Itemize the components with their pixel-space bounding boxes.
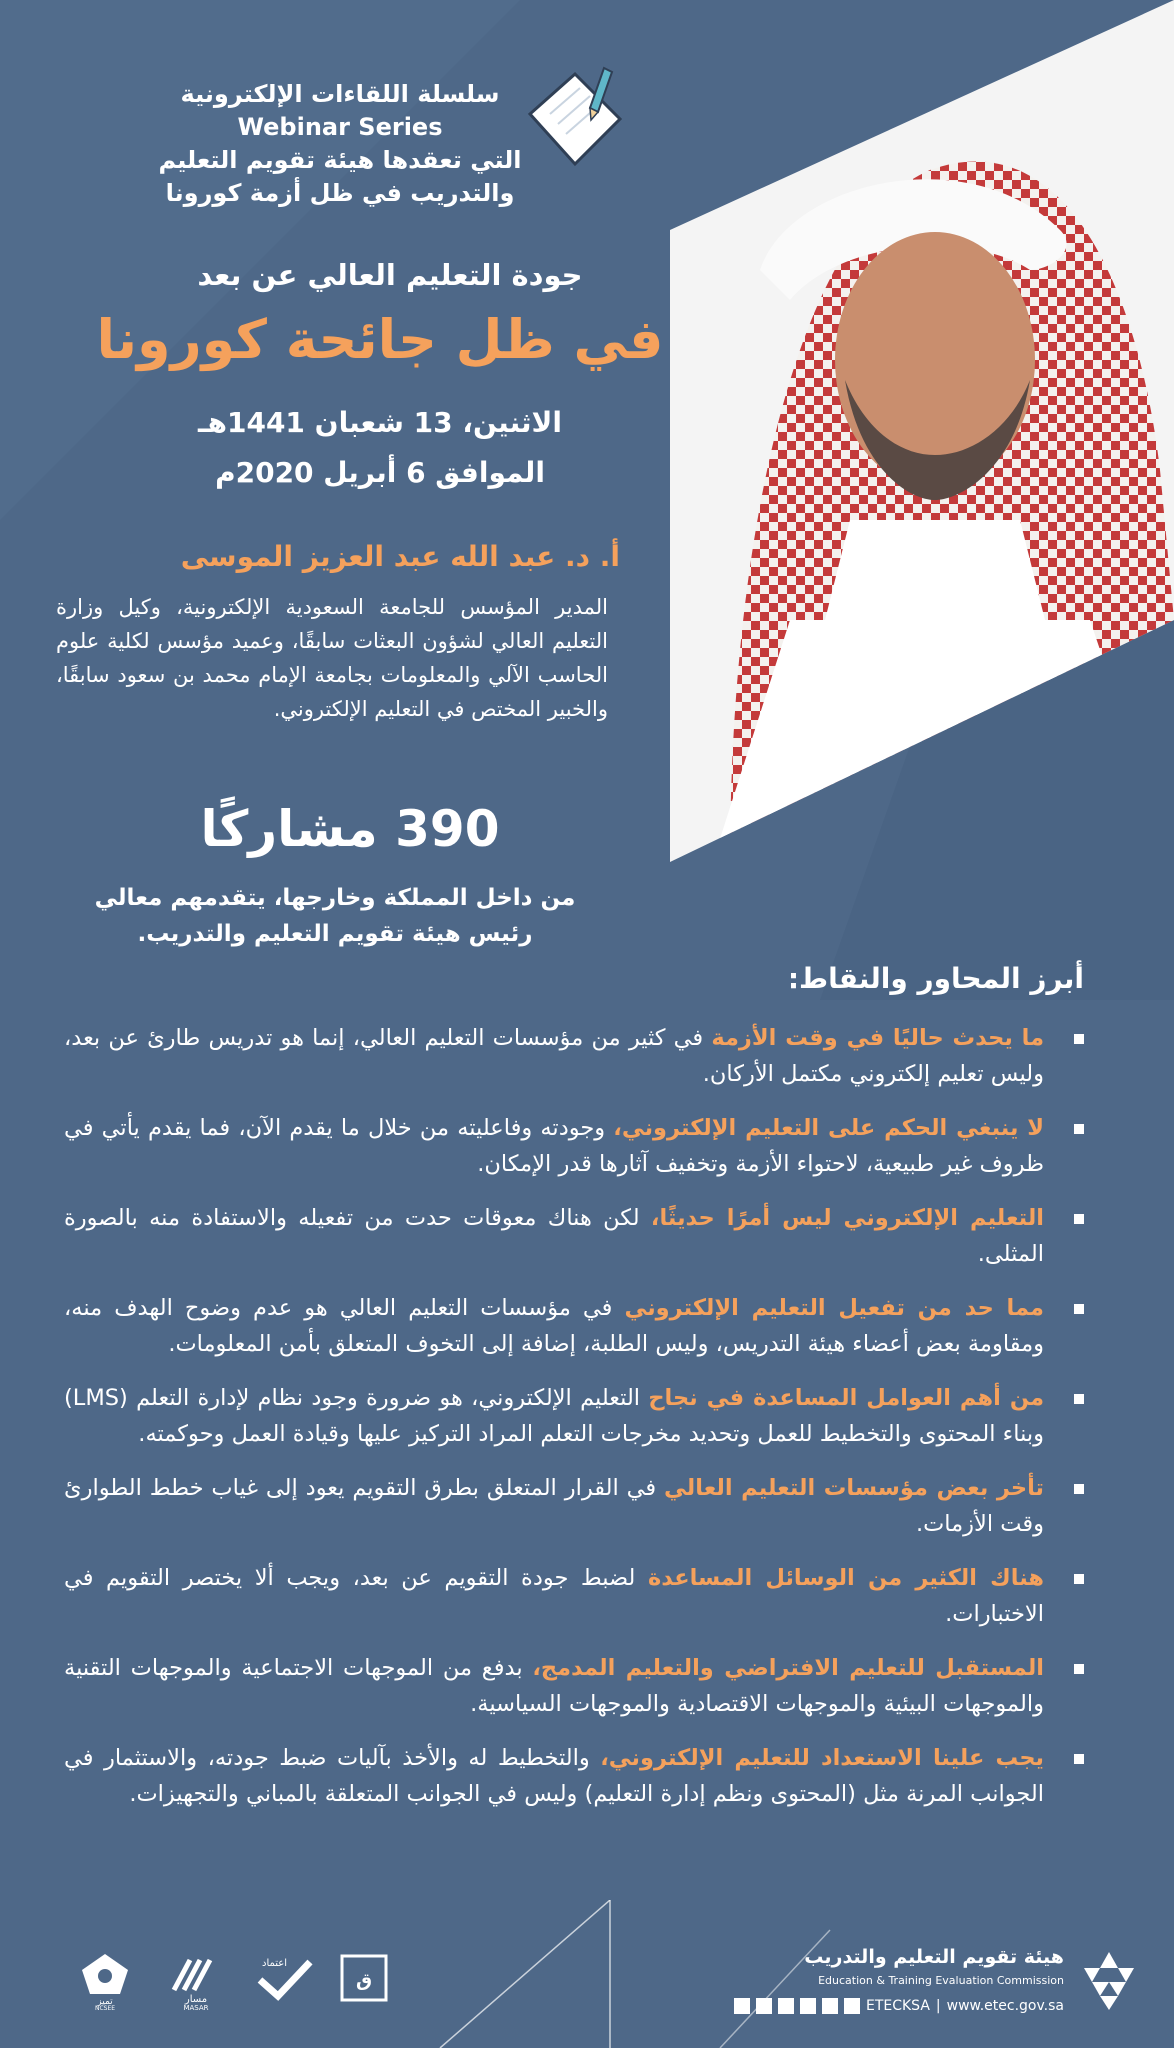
- bullet-icon: [1074, 1124, 1084, 1134]
- speaker-bio: المدير المؤسس للجامعة السعودية الإلكترونية، وكيل وزارة التعليم العالي لشؤون البعثات سابقًا، وعميد مؤسس لكلية علوم الحاسب الآلي والمعلومات بجامعة الإمام محمد بن سعود سابقًا، والخبير المختص في التعليم الإلكتروني.: [56, 595, 608, 721]
- snapchat-icon[interactable]: [800, 1998, 816, 2014]
- points-heading: أبرز المحاور والنقاط:: [787, 962, 1084, 995]
- point-highlight: التعليم الإلكتروني ليس أمرًا حديثًا،: [650, 1205, 1045, 1231]
- point-text: وجودته وفاعليته من خلال ما يقدم الآن، فما يقدم يأتي في ظروف غير طبيعية، لاحتواء الأزمة وتخفيف آثارها قدر الإمكان.: [64, 1115, 1044, 1177]
- list-item: [64, 1380, 1084, 1452]
- list-item: [64, 1110, 1084, 1182]
- etec-branding: [764, 1946, 1144, 2026]
- svg-text:ق: ق: [355, 1970, 373, 1991]
- svg-text:مسار: مسار: [184, 1994, 208, 2005]
- series-line-4: والتدريب في ظل أزمة كورونا: [165, 179, 515, 207]
- list-item: [64, 1470, 1084, 1542]
- youtube-icon[interactable]: [778, 1998, 794, 2014]
- bullet-icon: [1074, 1034, 1084, 1044]
- etimad-check-logo-icon: [250, 1950, 320, 2010]
- linkedin-icon[interactable]: [844, 1998, 860, 2014]
- series-title-ar: سلسلة اللقاءات الإلكترونية: [180, 80, 500, 108]
- svg-text:تميز: تميز: [97, 1997, 113, 2007]
- svg-text:MASAR: MASAR: [183, 2004, 209, 2010]
- etimad-logo-icon: [330, 1950, 400, 2010]
- point-highlight: ما يحدث حاليًا في وقت الأزمة: [711, 1025, 1044, 1051]
- list-item: [64, 1740, 1084, 1812]
- point-highlight: المستقبل للتعليم الافتراضي والتعليم المدمج،: [532, 1655, 1044, 1681]
- point-highlight: هناك الكثير من الوسائل المساعدة: [647, 1565, 1045, 1591]
- point-text: في مؤسسات التعليم العالي هو عدم وضوح الهدف منه، ومقاومة بعض أعضاء هيئة التدريس، وليس الطلبة، إضافة إلى التخوف المتعلق بأمن المعلومات.: [64, 1295, 1044, 1357]
- etec-name-en: Education & Training Evaluation Commission: [818, 1974, 1064, 1987]
- point-highlight: لا ينبغي الحكم على التعليم الإلكتروني،: [613, 1115, 1044, 1141]
- bullet-icon: [1074, 1664, 1084, 1674]
- event-title-main: في ظل جائحة كورونا: [96, 308, 664, 371]
- bullet-icon: [1074, 1214, 1084, 1224]
- point-text: في كثير من مؤسسات التعليم العالي، إنما هو تدريس طارئ عن بعد، وليس تعليم إلكتروني مكتمل الأركان.: [64, 1025, 1044, 1087]
- svg-text:NCSEE: NCSEE: [94, 2005, 116, 2010]
- notepad-pencil-icon: [520, 64, 630, 174]
- point-text: لكن هناك معوقات حدت من تفعيله والاستفادة منه بالصورة المثلى.: [64, 1205, 1044, 1267]
- point-highlight: من أهم العوامل المساعدة في نجاح: [648, 1385, 1045, 1411]
- tamayoz-logo-icon: [70, 1950, 140, 2010]
- website-link[interactable]: www.etec.gov.sa: [946, 1998, 1064, 2014]
- instagram-icon[interactable]: [822, 1998, 838, 2014]
- bullet-icon: [1074, 1304, 1084, 1314]
- svg-text:اعتماد: اعتماد: [262, 1958, 288, 1969]
- event-date-hijri: الاثنين، 13 شعبان 1441هـ: [198, 406, 562, 439]
- etec-logo-icon: [1074, 1946, 1144, 2016]
- bullet-icon: [1074, 1754, 1084, 1764]
- bullet-icon: [1074, 1394, 1084, 1404]
- point-highlight: مما حد من تفعيل التعليم الإلكتروني: [624, 1295, 1044, 1321]
- facebook-icon[interactable]: [734, 1998, 750, 2014]
- list-item: [64, 1650, 1084, 1722]
- point-text: لضبط جودة التقويم عن بعد، ويجب ألا يختصر التقويم في الاختبارات.: [64, 1565, 1044, 1627]
- point-text: بدفع من الموجهات الاجتماعية والموجهات التقنية والموجهات البيئية والموجهات الاقتصادية والموجهات السياسية.: [64, 1655, 1044, 1717]
- list-item: [64, 1020, 1084, 1092]
- list-item: [64, 1290, 1084, 1362]
- point-highlight: يجب علينا الاستعداد للتعليم الإلكتروني،: [600, 1745, 1044, 1771]
- list-item: [64, 1560, 1084, 1632]
- event-title-top: جودة التعليم العالي عن بعد: [197, 258, 583, 292]
- bullet-icon: [1074, 1484, 1084, 1494]
- series-line-3: التي تعقدها هيئة تقويم التعليم: [158, 146, 522, 174]
- masar-logo-icon: [160, 1950, 230, 2010]
- twitter-icon[interactable]: [756, 1998, 772, 2014]
- participants-note: من داخل المملكة وخارجها، يتقدمهم معالي رئيس هيئة تقويم التعليم والتدريب.: [94, 885, 576, 947]
- point-text: في القرار المتعلق بطرق التقويم يعود إلى غياب خطط الطوارئ وقت الأزمات.: [64, 1475, 1044, 1537]
- point-highlight: تأخر بعض مؤسسات التعليم العالي: [664, 1475, 1044, 1501]
- series-title-en: Webinar Series: [237, 113, 443, 141]
- point-text: والتخطيط له والأخذ بآليات ضبط جودته، والاستثمار في الجوانب المرنة مثل (المحتوى ونظم إدارة التعليم) وليس في الجوانب المتعلقة بالمباني والتجهيزات.: [64, 1745, 1044, 1807]
- partner-logos: [40, 1950, 400, 2010]
- speaker-portrait: [670, 0, 1174, 870]
- event-date-gregorian: الموافق 6 أبريل 2020م: [215, 456, 545, 489]
- bullet-icon: [1074, 1574, 1084, 1584]
- webinar-series-header: [120, 78, 560, 210]
- etec-name-ar: هيئة تقويم التعليم والتدريب: [804, 1946, 1064, 1968]
- social-handle: ETECKSA: [865, 1998, 930, 2014]
- points-list: [64, 1020, 1084, 1830]
- social-row: [734, 1998, 1064, 2014]
- list-item: [64, 1200, 1084, 1272]
- point-text: التعليم الإلكتروني، هو ضرورة وجود نظام لإدارة التعلم (LMS) وبناء المحتوى والتخطيط للعمل وتحديد مخرجات التعلم المراد التركيز عليها وقيادة العمل وحوكمته.: [64, 1385, 1044, 1447]
- speaker-name: أ. د. عبد الله عبد العزيز الموسى: [180, 540, 620, 573]
- participants-count: 390 مشاركًا: [200, 800, 500, 858]
- separator: |: [935, 1998, 941, 2014]
